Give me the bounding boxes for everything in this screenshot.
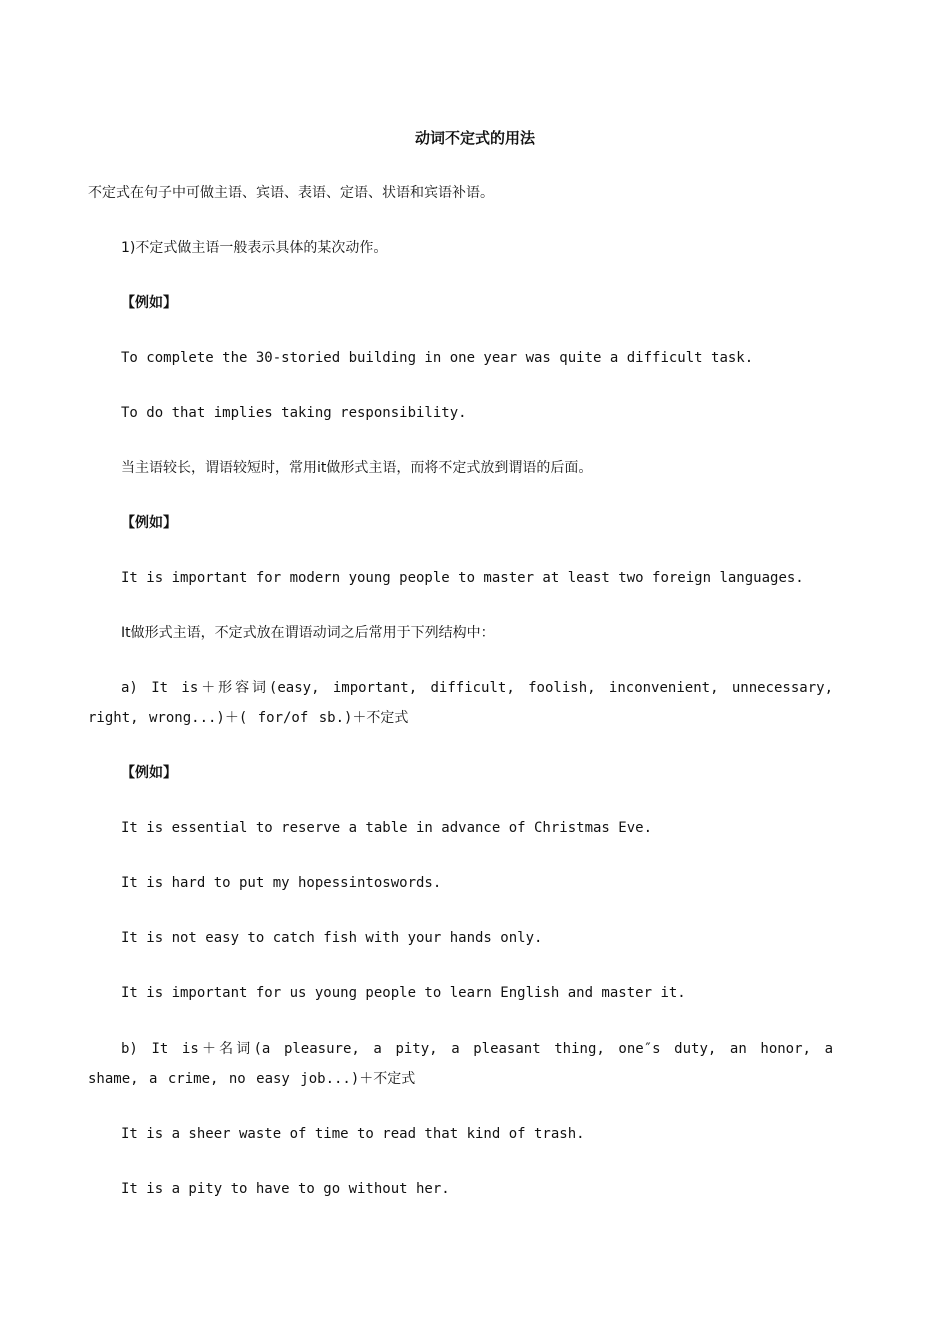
structure-a: a) It is＋形容词(easy, important, difficult, foolish, inconvenient, unnecessary, right, wrong...)＋( for/of sb.)＋不定式 — [88, 680, 833, 726]
rule-note: 当主语较长，谓语较短时，常用it做形式主语，而将不定式放到谓语的后面。 — [121, 460, 593, 476]
structure-b: b) It is＋名词(a pleasure, a pity, a pleasant thing, one″s duty, an honor, a shame, a crime, no easy job...)＋不定式 — [88, 1041, 833, 1087]
rule-1-heading: 1)不定式做主语一般表示具体的某次动作。 — [121, 240, 388, 256]
example-sentence: It is not easy to catch fish with your hands only. — [121, 930, 543, 946]
example-label: 【例如】 — [121, 765, 177, 781]
example-label: 【例如】 — [121, 295, 177, 311]
example-sentence: It is a pity to have to go without her. — [121, 1181, 450, 1197]
example-sentence: It is important for modern young people to master at least two foreign languages. — [121, 570, 804, 586]
example-sentence: It is important for us young people to learn English and master it. — [121, 985, 686, 1001]
example-sentence: It is essential to reserve a table in advance of Christmas Eve. — [121, 820, 653, 836]
example-sentence: It is a sheer waste of time to read that kind of trash. — [121, 1126, 585, 1142]
document-title: 动词不定式的用法 — [414, 129, 535, 147]
example-label: 【例如】 — [121, 515, 177, 531]
intro-paragraph: 不定式在句子中可做主语、宾语、表语、定语、状语和宾语补语。 — [88, 185, 494, 201]
example-sentence: To complete the 30-storied building in one year was quite a difficult task. — [121, 350, 754, 366]
example-sentence: To do that implies taking responsibility. — [121, 405, 467, 421]
example-sentence: It is hard to put my hopessintoswords. — [121, 875, 442, 891]
rule-note: It做形式主语，不定式放在谓语动词之后常用于下列结构中： — [121, 625, 495, 641]
